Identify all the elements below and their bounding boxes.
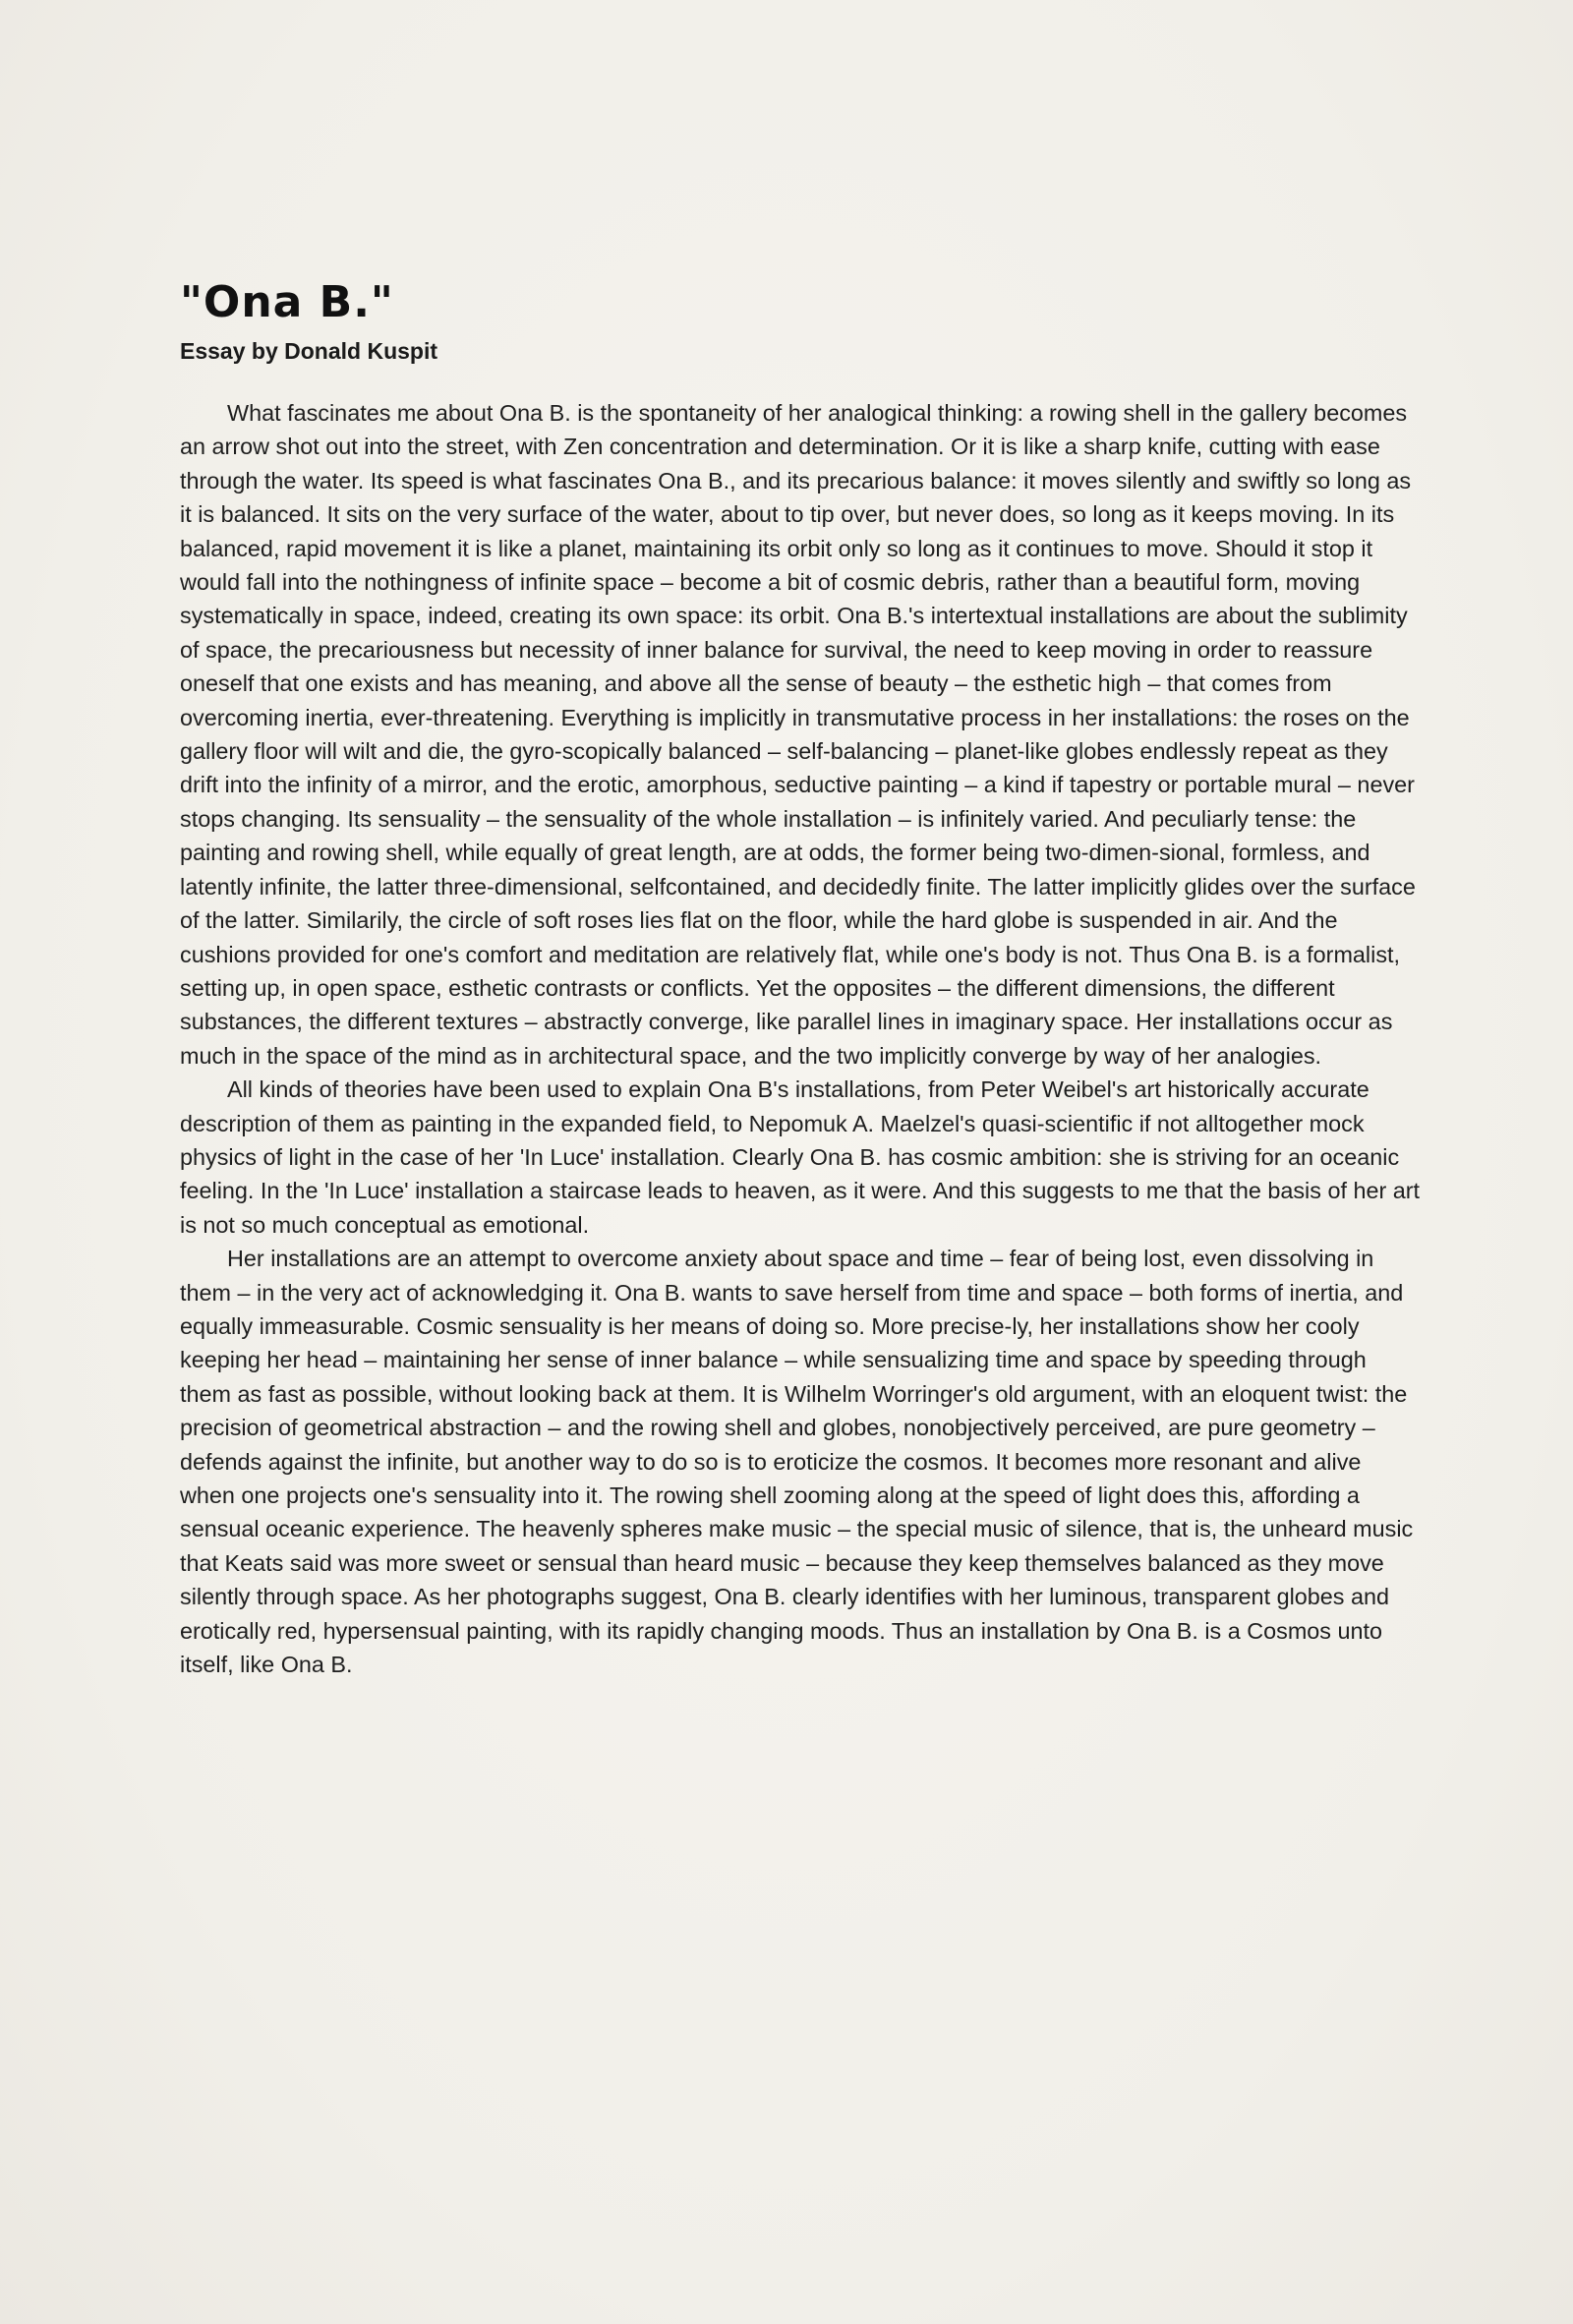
essay-paragraph-2: All kinds of theories have been used to explain Ona B's installations, from Peter Weibel's art historically accurate description of them as painting in the expanded field, to Nepomuk A. Maelzel's quasi-scientific if not alltogether mock physics of light in the case of her 'In Luce' installation. Clearly Ona B. has cosmic ambition: she is striving for an oceanic feeling. In the 'In Luce' installation a staircase leads to heaven, as it were. And this suggests to me that the basis of her art is not so much conceptual as emotional.: [180, 1076, 1421, 1238]
essay-title: "Ona B.": [180, 277, 394, 327]
essay-paragraph-1: What fascinates me about Ona B. is the spontaneity of her analogical thinking: a rowing shell in the gallery becomes an arrow shot out into the street, with Zen concentration and determination. Or it is like a sharp knife, cutting with ease through the water. Its speed is what fascinates Ona B., and its precarious balance: it moves silently and swiftly so long as it is balanced. It sits on the very surface of the water, about to tip over, but never does, so long as it keeps moving. In its balanced, rapid movement it is like a planet, maintaining its orbit only so long as it continues to move. Should it stop it would fall into the nothingness of infinite space – become a bit of cosmic debris, rather than a beautiful form, moving systematically in space, indeed, creating its own space: its orbit. Ona B.'s intertextual installations are about the sublimity of space, the precariousness but necessity of inner balance for survival, the need to keep moving in order to reassure oneself that one exists and has meaning, and above all the sense of beauty – the esthetic high – that comes from overcoming inertia, ever-threatening. Everything is implicitly in transmutative process in her installations: the roses on the gallery floor will wilt and die, the gyro-scopically balanced – self-balancing – planet-like globes endlessly repeat as they drift into the infinity of a mirror, and the erotic, amorphous, seductive painting – a kind if tapestry or portable mural – never stops changing. Its sensuality – the sensuality of the whole installation – is infinitely varied. And peculiarly tense: the painting and rowing shell, while equally of great length, are at odds, the former being two-dimen-sional, formless, and latently infinite, the latter three-dimensional, selfcontained, and decidedly finite. The latter implicitly glides over the surface of the latter. Similarily, the circle of soft roses lies flat on the floor, while the hard globe is suspended in air. And the cushions provided for one's comfort and meditation are relatively flat, while one's body is not. Thus Ona B. is a formalist, setting up, in open space, esthetic contrasts or conflicts. Yet the opposites – the different dimensions, the different substances, the different textures – abstractly converge, like parallel lines in imaginary space. Her installations occur as much in the space of the mind as in architectural space, and the two implicitly converge by way of her analogies.: [180, 400, 1416, 1069]
essay-byline: Essay by Donald Kuspit: [180, 338, 438, 364]
essay-content: [180, 275, 1421, 1681]
essay-paragraph-3: Her installations are an attempt to overcome anxiety about space and time – fear of being lost, even dissolving in them – in the very act of acknowledging it. Ona B. wants to save herself from time and space – both forms of inertia, and equally immeasurable. Cosmic sensuality is her means of doing so. More precise-ly, her installations show her cooly keeping her head – maintaining her sense of inner balance – while sensualizing time and space by speeding through them as fast as possible, without looking back at them. It is Wilhelm Worringer's old argument, with an eloquent twist: the precision of geometrical abstraction – and the rowing shell and globes, nonobjectively perceived, are pure geometry – defends against the infinite, but another way to do so is to eroticize the cosmos. It becomes more resonant and alive when one projects one's sensuality into it. The rowing shell zooming along at the speed of light does this, affording a sensual oceanic experience. The heavenly spheres make music – the special music of silence, that is, the unheard music that Keats said was more sweet or sensual than heard music – because they keep themselves balanced as they move silently through space. As her photographs suggest, Ona B. clearly identifies with her luminous, transparent globes and erotically red, hypersensual painting, with its rapidly changing moods. Thus an installation by Ona B. is a Cosmos unto itself, like Ona B.: [180, 1246, 1414, 1678]
essay-body: [180, 396, 1421, 1681]
